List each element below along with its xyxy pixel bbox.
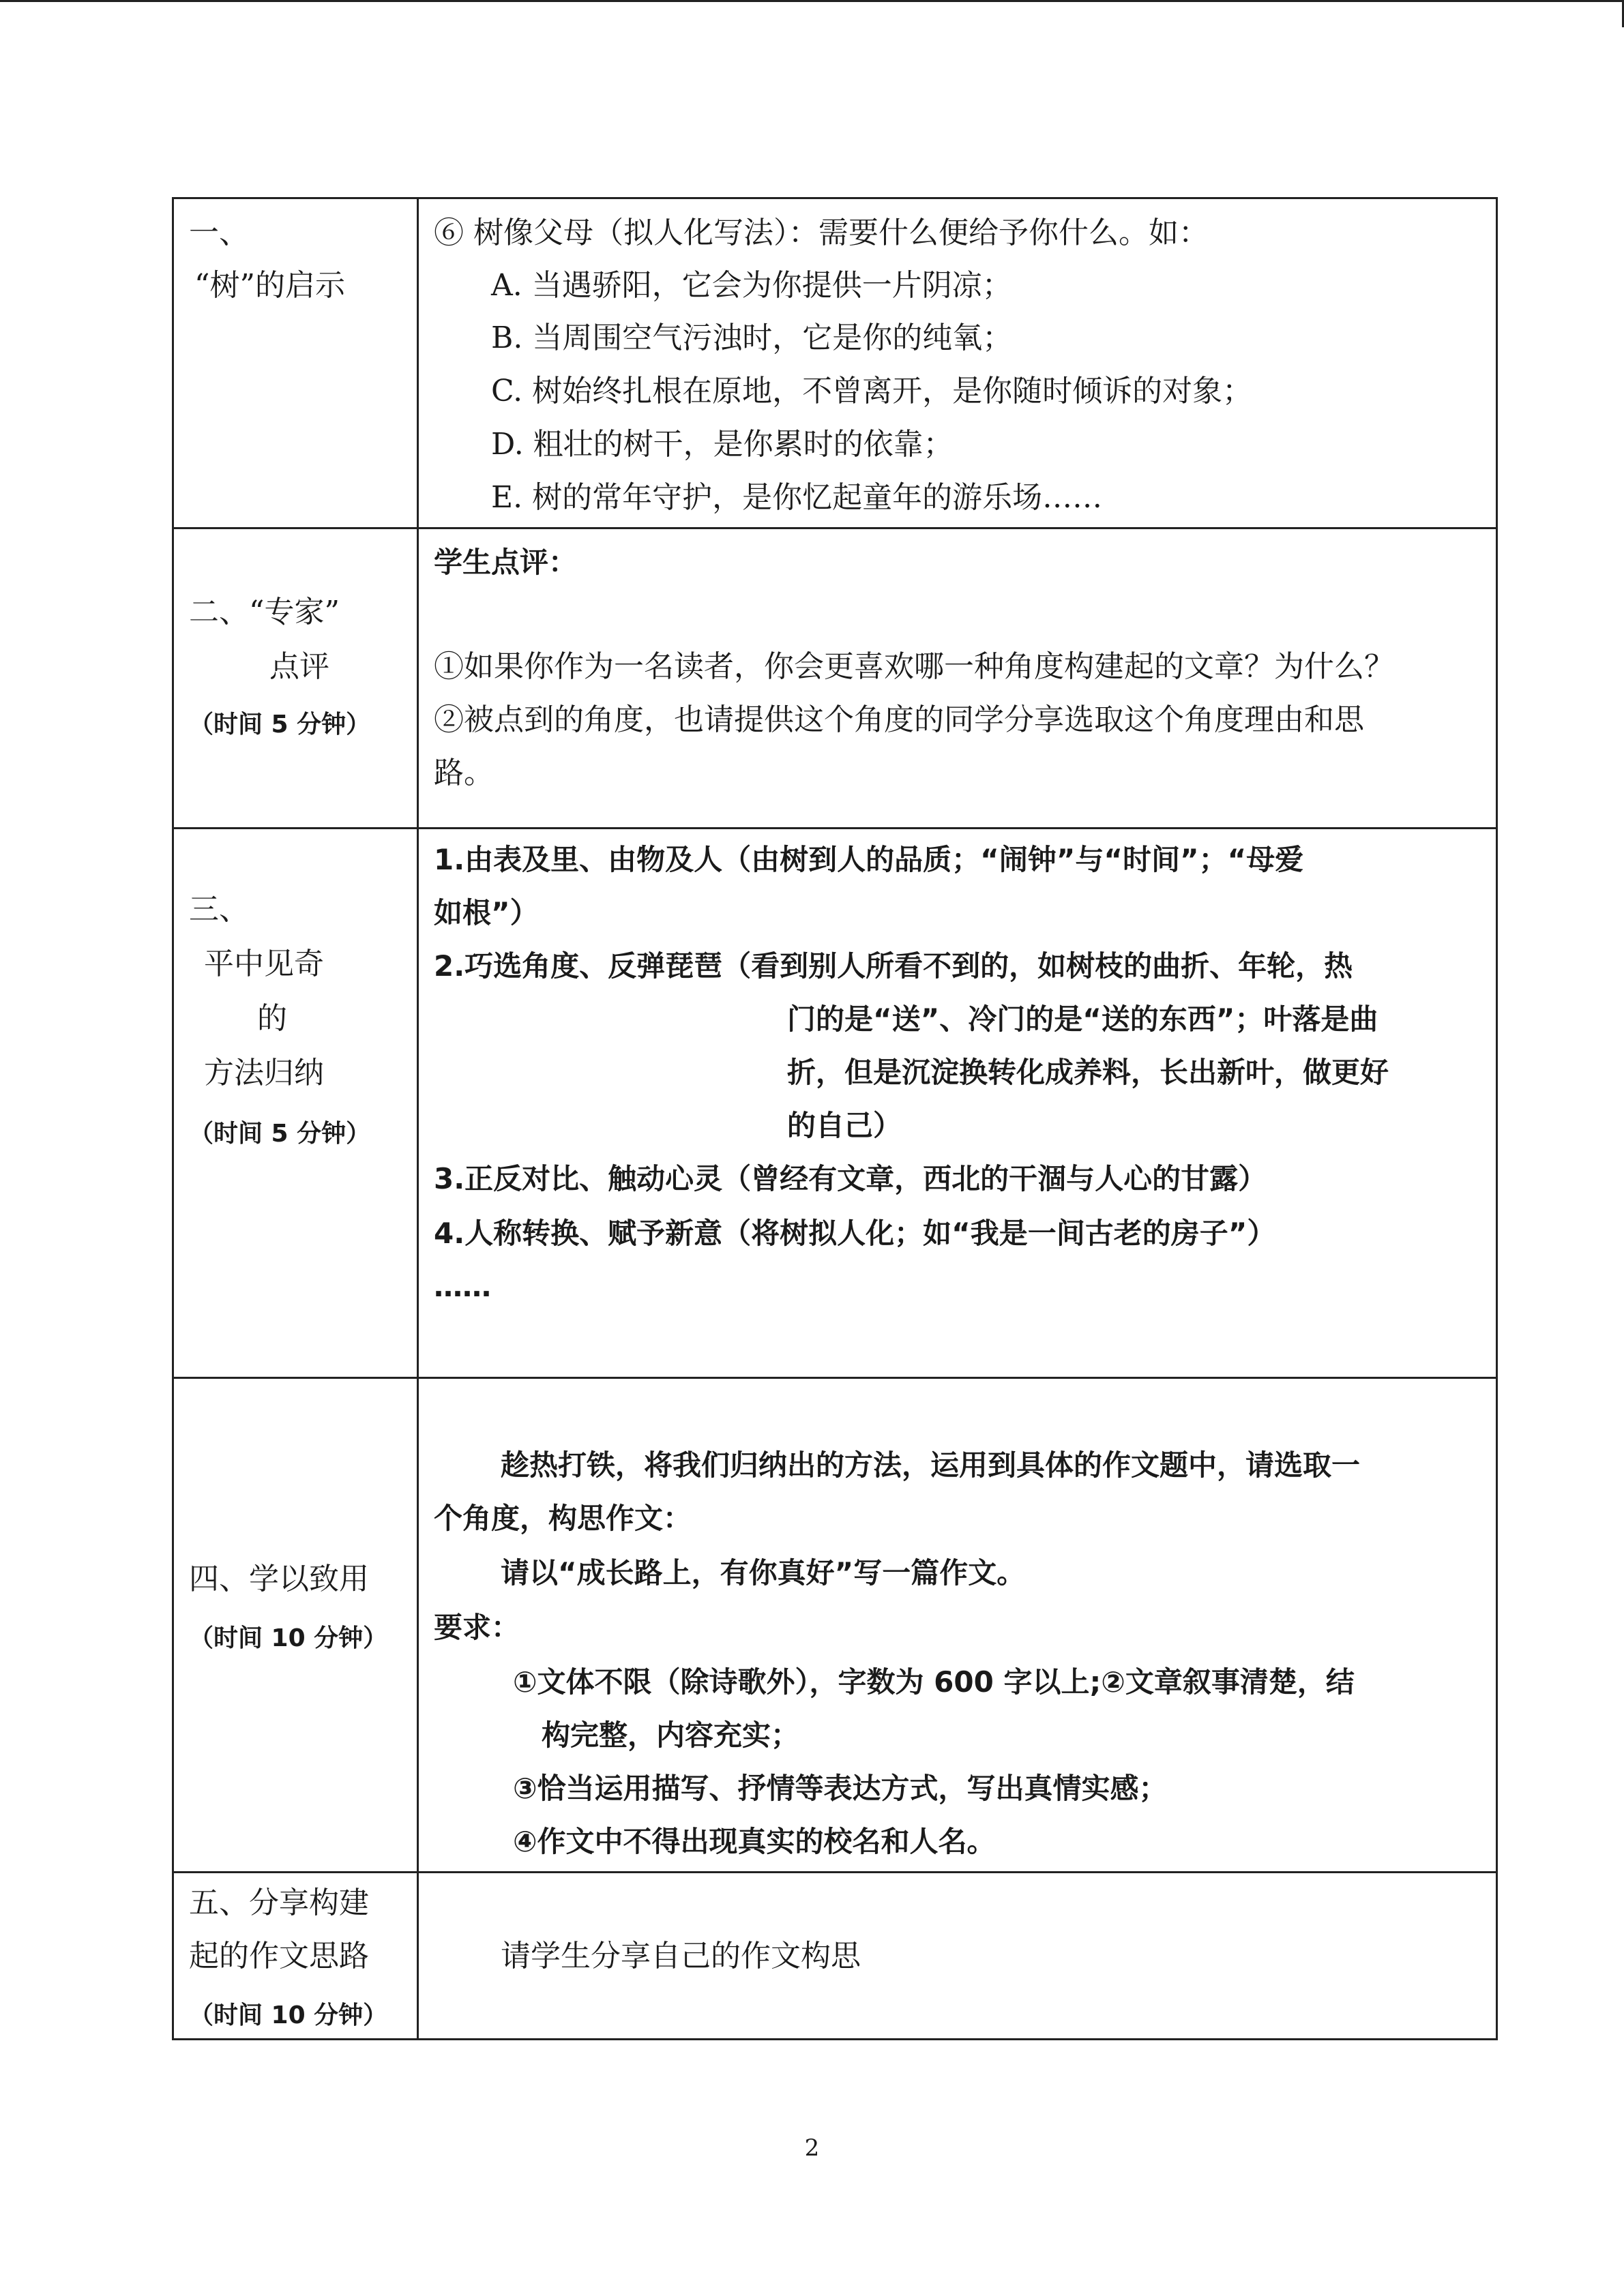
content-line: D. 粗壮的树干，是你累时的依靠； [491,427,954,462]
top-border-line [0,0,1624,2]
row-label: 四、学以致用 [189,1562,369,1596]
content-line: 请以“成长路上，有你真好”写一篇作文。 [501,1556,1026,1590]
content-line: ⑥ 树像父母（拟人化写法）：需要什么便给予你什么。如： [434,215,1209,250]
row-label-cell [173,1873,418,2040]
row-content-cell [418,528,1497,829]
content-line: 如根”） [434,896,539,929]
row-label: 五、分享构建 [189,1885,369,1920]
row-label: “树”的启示 [194,268,345,303]
row-content-cell [418,1378,1497,1873]
content-line: C. 树始终扎根在原地，不曾离开，是你随时倾诉的对象； [491,374,1253,408]
row-time: （时间 5 分钟） [189,711,371,739]
content-line: 趁热打铁，将我们归纳出的方法，运用到具体的作文题中，请选取一 [501,1448,1361,1482]
row-time: （时间 10 分钟） [189,1624,388,1652]
content-line: …… [434,1270,491,1303]
content-line: ③恰当运用描写、抒情等表达方式，写出真情实感； [513,1772,1168,1805]
row-label: 的 [257,1001,287,1036]
content-line: ①文体不限（除诗歌外），字数为 600 字以上;②文章叙事清楚，结 [513,1665,1355,1699]
content-line: 构完整，内容充实； [542,1718,800,1752]
content-line: ②被点到的角度，也请提供这个角度的同学分享选取这个角度理由和思 [434,702,1364,737]
row-label: 一、 [189,215,249,250]
content-line: 3.正反对比、触动心灵（曾经有文章，西北的干涸与人心的甘露） [434,1162,1267,1195]
row-time: （时间 5 分钟） [189,1120,371,1148]
row-label-cell [173,829,418,1378]
table-row [173,198,1497,528]
content-line: 路。 [434,756,494,790]
content-line: B. 当周围空气污浊时，它是你的纯氧； [491,320,1013,355]
content-line: 折，但是沉淀换转化成养料，长出新叶，做更好 [787,1056,1389,1089]
table-row [173,829,1497,1378]
row-label-cell [173,528,418,829]
page-number: 2 [804,2134,820,2162]
content-line: 4.人称转换、赋予新意（将树拟人化；如“我是一间古老的房子”） [434,1217,1276,1250]
row-label: 二、“专家” [189,595,340,629]
content-line: E. 树的常年守护，是你忆起童年的游乐场…… [491,480,1103,515]
row-content-cell [418,1873,1497,2040]
row-content-cell [418,198,1497,528]
table-row [173,1378,1497,1873]
content-line: 的自己） [787,1109,902,1142]
row-time: （时间 10 分钟） [189,2001,388,2029]
content-line: ①如果你作为一名读者，你会更喜欢哪一种角度构建起的文章？为什么？ [434,649,1394,684]
content-line: 个角度，构思作文： [434,1502,692,1535]
content-line: 2.巧选角度、反弹琵琶（看到别人所看不到的，如树枝的曲折、年轮，热 [434,949,1353,983]
row-label: 三、 [189,892,249,927]
content-line: 门的是“送”、冷门的是“送的东西”；叶落是曲 [787,1002,1378,1036]
row-label: 方法归纳 [204,1056,324,1090]
row-label: 起的作文思路 [189,1939,369,1973]
content-line: A. 当遇骄阳，它会为你提供一片阴凉； [491,268,1012,303]
row-label: 点评 [269,649,329,684]
row-label: 平中见奇 [204,946,324,981]
lesson-plan-table [172,197,1498,2040]
row-label-cell [173,1378,418,1873]
content-line: 请学生分享自己的作文构思 [501,1939,861,1973]
table-row [173,528,1497,829]
content-line: 要求： [434,1611,520,1644]
row-content-cell [418,829,1497,1378]
content-heading: 学生点评： [434,546,578,579]
table-row [173,1873,1497,2040]
row-label-cell [173,198,418,528]
content-line: ④作文中不得出现真实的校名和人名。 [513,1825,996,1858]
content-line: 1.由表及里、由物及人（由树到人的品质；“闹钟”与“时间”；“母爱 [434,843,1304,876]
